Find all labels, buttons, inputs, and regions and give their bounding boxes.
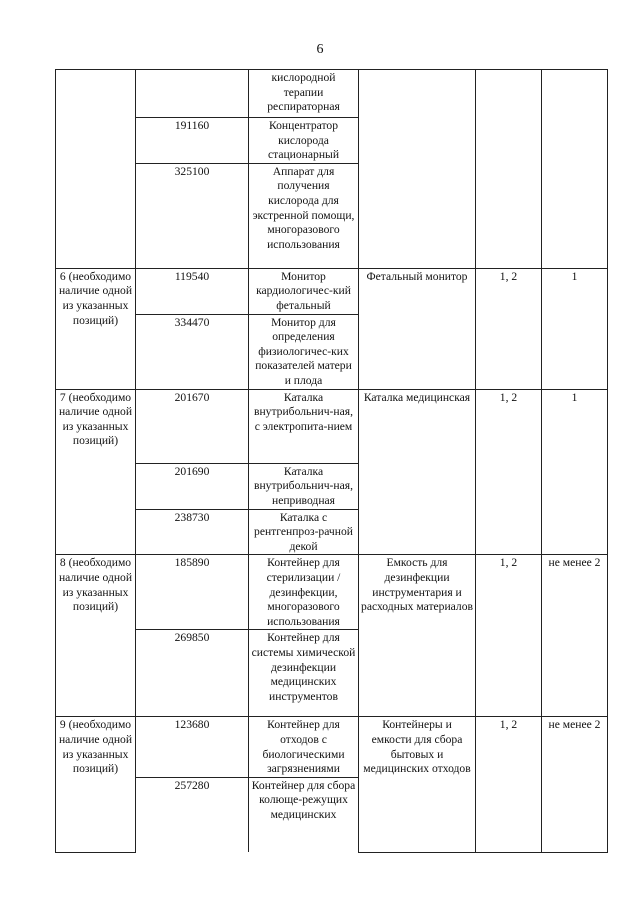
name-cell: Контейнер для отходов с биологическими загрязнениями (249, 717, 359, 777)
code-cell: 201670 (136, 389, 249, 463)
quantity-cell: не менее 2 (542, 555, 608, 717)
type-cell: Фетальный монитор (359, 268, 476, 389)
type-cell: Каталка медицинская (359, 389, 476, 555)
type-cell: Контейнеры и емкости для сбора бытовых и медицинских отходов (359, 717, 476, 852)
equipment-table (55, 69, 608, 853)
name-cell: Контейнер для системы химической дезинфекции медицинских инструментов (249, 630, 359, 717)
table-row (56, 389, 608, 463)
item-number-cell: 7 (необходимо наличие одной из указанных позиций) (56, 389, 136, 555)
page-number: 6 (316, 42, 324, 57)
level-cell: 1, 2 (476, 555, 542, 717)
quantity-cell (542, 70, 608, 269)
name-cell: Контейнер для стерилизации /дезинфекции, многоразового использования (249, 555, 359, 630)
code-cell: 123680 (136, 717, 249, 777)
quantity-cell: 1 (542, 389, 608, 555)
level-cell (476, 70, 542, 269)
name-cell: кислородной терапии респираторная (249, 70, 359, 118)
table-row (56, 70, 608, 118)
name-cell: Аппарат для получения кислорода для экстренной помощи, многоразового использования (249, 163, 359, 268)
code-cell (136, 70, 249, 118)
table-row (56, 555, 608, 630)
name-cell: Контейнер для сбора колюще-режущих медицинских (249, 777, 359, 852)
code-cell: 334470 (136, 314, 249, 389)
name-cell: Каталка с рентгенпроз-рачной декой (249, 509, 359, 555)
quantity-cell: не менее 2 (542, 717, 608, 852)
code-cell: 119540 (136, 268, 249, 314)
name-cell: Концентратор кислорода стационарный (249, 118, 359, 164)
name-cell: Каталка внутрибольнич-ная, с электропита-нием (249, 389, 359, 463)
item-number-cell: 9 (необходимо наличие одной из указанных позиций) (56, 717, 136, 852)
code-cell: 185890 (136, 555, 249, 630)
code-cell: 201690 (136, 463, 249, 509)
code-cell: 238730 (136, 509, 249, 555)
code-cell: 269850 (136, 630, 249, 717)
item-number-cell: 8 (необходимо наличие одной из указанных позиций) (56, 555, 136, 717)
type-cell (359, 70, 476, 269)
code-cell: 191160 (136, 118, 249, 164)
level-cell: 1, 2 (476, 389, 542, 555)
type-cell: Емкость для дезинфекции инструментария и расходных материалов (359, 555, 476, 717)
table-row (56, 717, 608, 777)
table-row (56, 268, 608, 314)
item-number-cell (56, 70, 136, 269)
level-cell: 1, 2 (476, 717, 542, 852)
name-cell: Монитор кардиологичес-кий фетальный (249, 268, 359, 314)
code-cell: 325100 (136, 163, 249, 268)
item-number-cell: 6 (необходимо наличие одной из указанных позиций) (56, 268, 136, 389)
level-cell: 1, 2 (476, 268, 542, 389)
name-cell: Монитор для определения физиологичес-ких показателей матери и плода (249, 314, 359, 389)
quantity-cell: 1 (542, 268, 608, 389)
code-cell: 257280 (136, 777, 249, 852)
name-cell: Каталка внутрибольнич-ная, неприводная (249, 463, 359, 509)
